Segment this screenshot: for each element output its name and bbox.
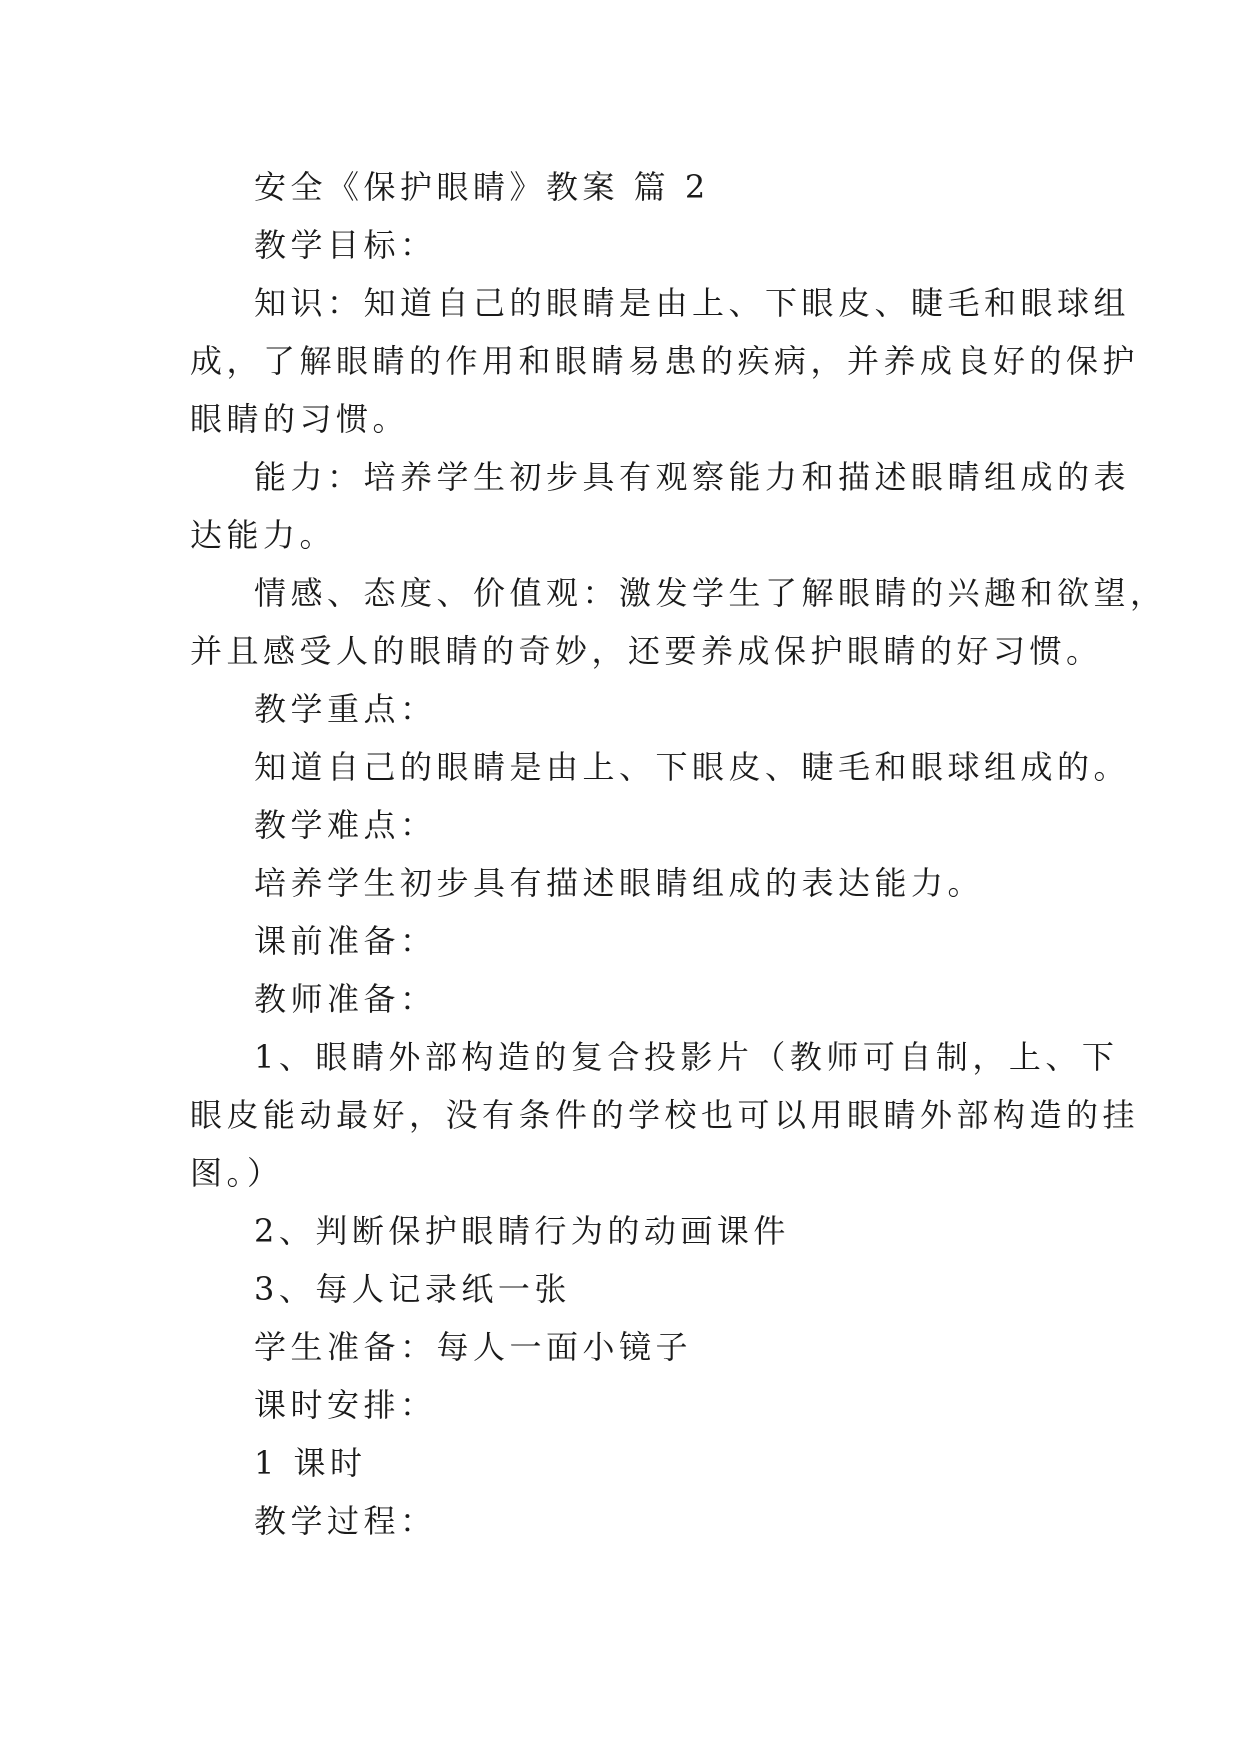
paragraph-line: 成，了解眼睛的作用和眼睛易患的疾病，并养成良好的保护 bbox=[190, 342, 1140, 380]
paragraph bbox=[190, 448, 1131, 564]
paragraph-line: 教学重点： bbox=[254, 690, 437, 728]
paragraph bbox=[190, 854, 1070, 912]
paragraph-line: 眼皮能动最好，没有条件的学校也可以用眼睛外部构造的挂 bbox=[190, 1096, 1140, 1134]
paragraph bbox=[190, 680, 1070, 738]
paragraph-line: 能力：培养学生初步具有观察能力和描述眼睛组成的表 bbox=[254, 458, 1131, 496]
paragraph bbox=[190, 216, 1070, 274]
paragraph bbox=[190, 796, 1070, 854]
paragraph-line: 学生准备：每人一面小镜子 bbox=[254, 1328, 693, 1366]
paragraph-line: 2、判断保护眼睛行为的动画课件 bbox=[254, 1212, 790, 1250]
document-body bbox=[190, 158, 1167, 1550]
paragraph-line: 1、眼睛外部构造的复合投影片（教师可自制，上、下 bbox=[254, 1038, 1119, 1076]
paragraph bbox=[190, 274, 1140, 448]
paragraph bbox=[190, 970, 1070, 1028]
paragraph-line: 课时安排： bbox=[254, 1386, 437, 1424]
paragraph bbox=[190, 1492, 1070, 1550]
paragraph-line: 1 课时 bbox=[254, 1444, 367, 1482]
paragraph bbox=[190, 1202, 1070, 1260]
paragraph-line: 并且感受人的眼睛的奇妙，还要养成保护眼睛的好习惯。 bbox=[190, 632, 1103, 670]
document-title bbox=[190, 158, 1070, 216]
paragraph-line: 课前准备： bbox=[254, 922, 437, 960]
paragraph bbox=[190, 1376, 1070, 1434]
title-line: 安全《保护眼睛》教案 篇 2 bbox=[254, 168, 710, 206]
paragraph-line: 教学目标： bbox=[254, 226, 437, 264]
paragraph bbox=[190, 564, 1167, 680]
paragraph-line: 教学过程： bbox=[254, 1502, 437, 1540]
paragraph bbox=[190, 1028, 1140, 1202]
paragraph-line: 眼睛的习惯。 bbox=[190, 400, 410, 438]
paragraph-list bbox=[190, 216, 1167, 1550]
paragraph-line: 知识：知道自己的眼睛是由上、下眼皮、睫毛和眼球组 bbox=[254, 284, 1131, 322]
paragraph-line: 达能力。 bbox=[190, 516, 337, 554]
paragraph-line: 教师准备： bbox=[254, 980, 437, 1018]
paragraph-line: 图。） bbox=[190, 1154, 284, 1192]
paragraph bbox=[190, 738, 1131, 796]
paragraph-line: 3、每人记录纸一张 bbox=[254, 1270, 571, 1308]
paragraph-line: 知道自己的眼睛是由上、下眼皮、睫毛和眼球组成的。 bbox=[254, 748, 1131, 786]
paragraph-line: 教学难点： bbox=[254, 806, 437, 844]
paragraph-line: 情感、态度、价值观：激发学生了解眼睛的兴趣和欲望， bbox=[254, 574, 1167, 612]
paragraph-line: 培养学生初步具有描述眼睛组成的表达能力。 bbox=[254, 864, 985, 902]
paragraph bbox=[190, 1318, 1070, 1376]
paragraph bbox=[190, 1434, 1070, 1492]
paragraph bbox=[190, 912, 1070, 970]
paragraph bbox=[190, 1260, 1070, 1318]
